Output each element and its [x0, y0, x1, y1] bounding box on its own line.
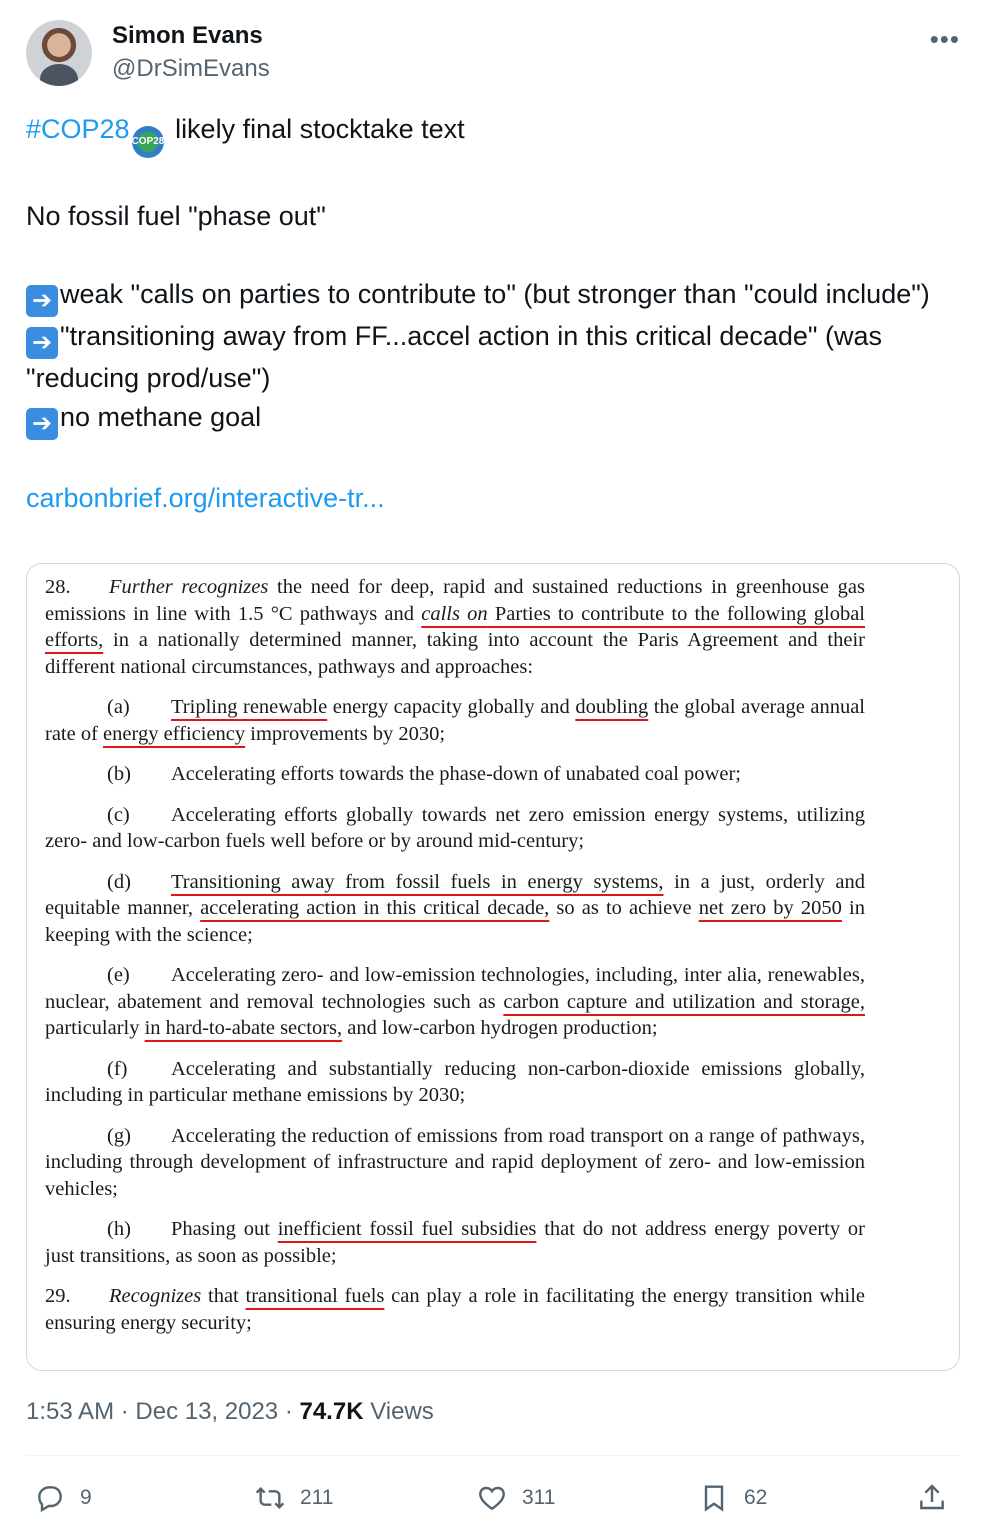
views-label: Views [363, 1398, 434, 1425]
doc-text: inefficient fossil fuel subsidies [277, 1218, 537, 1240]
right-arrow-icon: ➔ [26, 408, 58, 440]
item-label: (h) [107, 1218, 131, 1240]
timestamp[interactable]: 1:53 AM · Dec 13, 2023 · [26, 1398, 300, 1425]
doc-text: Tripling renewable [171, 696, 328, 718]
like-button[interactable] [476, 1476, 555, 1520]
share-icon [916, 1482, 948, 1514]
doc-text: Accelerating efforts globally towards net zero emission energy systems, utilizing zero- and low-carbon fuels well before or by around mid-century; [45, 803, 865, 852]
document-text [45, 574, 865, 1350]
doc-text: so as to achieve [549, 897, 699, 919]
item-label: (g) [107, 1124, 131, 1147]
doc-text: and low-carbon hydrogen production; [342, 1017, 658, 1039]
bullet-2: "transitioning away from FF...accel action in this critical decade" (was "reducing prod/use") [26, 321, 882, 393]
doc-text: in keeping with the science; [45, 897, 865, 946]
doc-text: that do not address energy poverty or just transitions, as soon as possible; [45, 1218, 865, 1267]
doc-text: energy efficiency [103, 722, 246, 745]
item-label: (e) [107, 964, 130, 986]
divider [26, 1455, 960, 1456]
doc-text: Accelerating zero- and low-emission technologies, including, inter alia, renewables, nuclear, abatement and removal technologies such as [45, 964, 865, 1013]
doc-text: energy capacity globally and [327, 696, 576, 718]
doc-text: Parties to contribute to the following global efforts, [45, 602, 865, 651]
doc-text: doubling [575, 696, 649, 718]
cop28-emoji-icon: COP28 [132, 126, 164, 158]
author-handle[interactable]: @DrSimEvans [112, 55, 270, 82]
item-label: (d) [107, 870, 131, 893]
views-count: 74.7K [299, 1398, 364, 1425]
like-count: 311 [522, 1486, 556, 1509]
bookmark-button[interactable] [698, 1476, 767, 1520]
doc-text: transitional fuels [245, 1285, 385, 1307]
para-number: 28. [45, 576, 71, 598]
bookmark-icon [698, 1482, 730, 1514]
reply-icon [34, 1482, 66, 1514]
doc-text: Phasing out [171, 1218, 278, 1240]
right-arrow-icon: ➔ [26, 285, 58, 317]
doc-text: in hard-to-abate sectors, [144, 1017, 343, 1039]
item-label: (c) [107, 803, 130, 826]
share-button[interactable] [916, 1476, 962, 1520]
item-label: (a) [107, 696, 130, 718]
doc-text: can play a role in facilitating the energy transition while ensuring energy security; [45, 1285, 865, 1334]
bookmark-count: 62 [744, 1486, 768, 1509]
doc-text: the need for deep, rapid and sustained reductions in greenhouse gas emissions in line with 1.5 °C pathways and [45, 576, 866, 625]
doc-text: Accelerating and substantially reducing non-carbon-dioxide emissions globally, including in particular methane emissions by 2030; [45, 1057, 865, 1106]
item-label: (b) [107, 763, 131, 785]
doc-text: in a nationally determined manner, taking into account the Paris Agreement and their different national circumstances, pathways and approaches: [45, 629, 865, 678]
tweet-meta [26, 1398, 434, 1426]
attached-image[interactable] [26, 563, 960, 1371]
para-number: 29. [45, 1285, 71, 1307]
reply-button[interactable] [34, 1476, 92, 1520]
tweet-line-1: likely final stocktake text [167, 114, 465, 144]
external-link[interactable]: carbonbrief.org/interactive-tr... [26, 483, 385, 513]
reply-count: 9 [80, 1486, 92, 1509]
right-arrow-icon: ➔ [26, 327, 58, 359]
doc-text: Further recognizes [109, 576, 269, 598]
bullet-3: no methane goal [60, 402, 262, 432]
repost-button[interactable] [254, 1476, 333, 1520]
heart-icon [476, 1482, 508, 1514]
doc-text: carbon capture and utilization and storage, [503, 990, 865, 1013]
doc-text: Accelerating efforts towards the phase-down of unabated coal power; [171, 763, 741, 785]
doc-text: in a just, orderly and equitable manner, [45, 870, 865, 919]
doc-text: improvements by 2030; [245, 722, 446, 745]
doc-text: the global average annual rate of [45, 696, 865, 745]
item-label: (f) [107, 1057, 128, 1080]
tweet-body [26, 110, 960, 518]
doc-text: particularly [45, 1017, 145, 1039]
repost-count: 211 [300, 1486, 334, 1509]
doc-text: net zero by 2050 [698, 897, 842, 919]
doc-text: Transitioning away from fossil fuels in energy systems, [171, 870, 664, 893]
doc-text: Recognizes [109, 1285, 202, 1307]
avatar[interactable] [26, 20, 92, 86]
doc-text: calls on [421, 602, 488, 625]
tweet-header [26, 20, 960, 90]
doc-text: Accelerating the reduction of emissions from road transport on a range of pathways, including through development of infrastructure and rapid deployment of zero- and low-emission vehicles; [45, 1124, 865, 1200]
author-name[interactable]: Simon Evans [112, 22, 263, 49]
doc-text: that [201, 1285, 246, 1307]
tweet-line-2: No fossil fuel "phase out" [26, 201, 326, 231]
action-bar [26, 1476, 960, 1520]
repost-icon [254, 1482, 286, 1514]
bullet-1: weak "calls on parties to contribute to" (but stronger than "could include") [60, 279, 930, 309]
more-options-icon[interactable]: ••• [929, 24, 960, 54]
doc-text: accelerating action in this critical decade, [200, 897, 550, 919]
hashtag-link[interactable]: #COP28 [26, 114, 130, 144]
